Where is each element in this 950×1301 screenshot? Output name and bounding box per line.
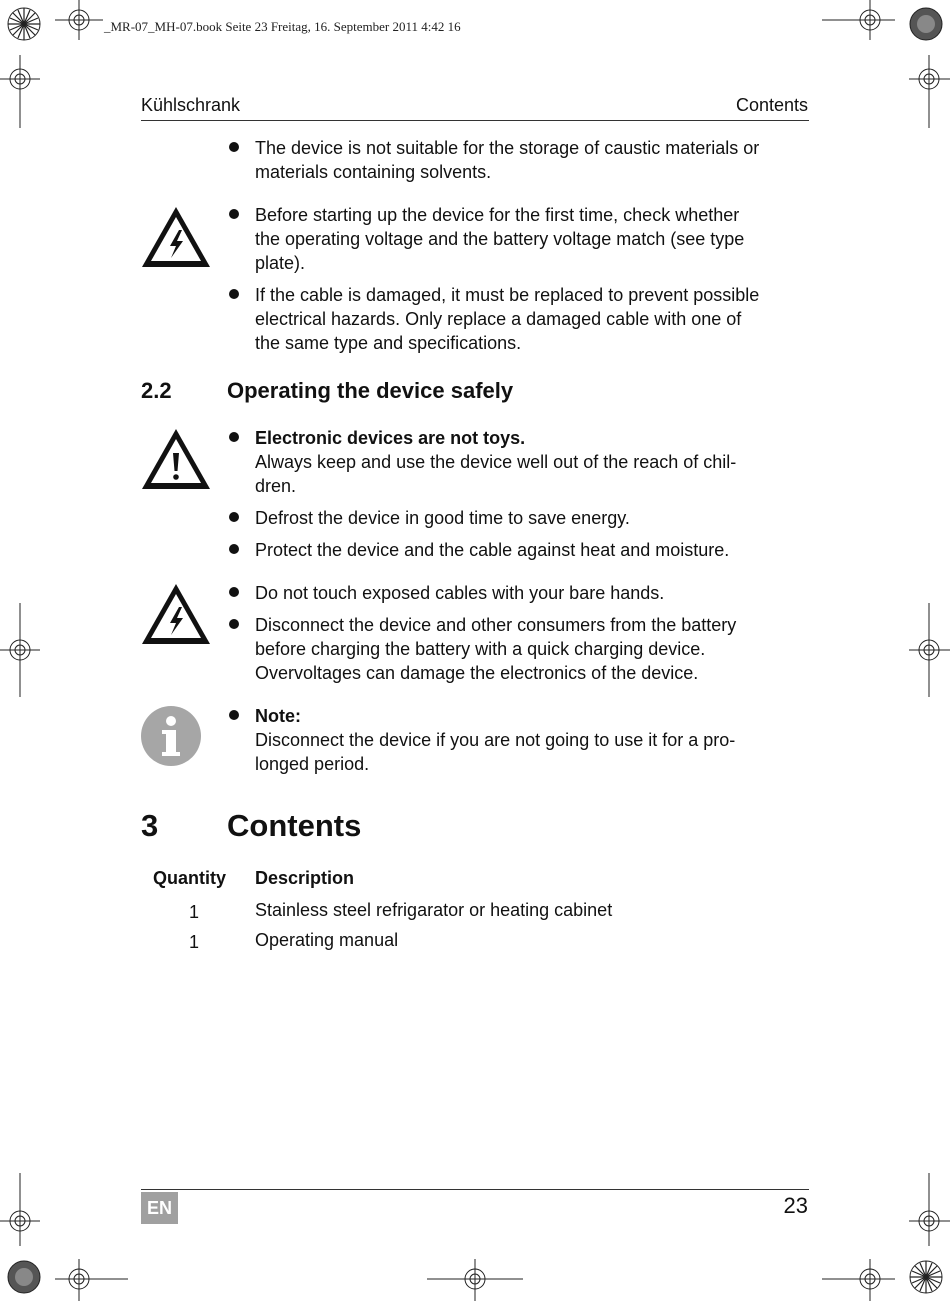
bullet (229, 544, 239, 554)
text-line: Always keep and use the device well out of the reach of chil- (255, 452, 737, 472)
bullet (229, 432, 239, 442)
text-line: The device is not suitable for the storage of caustic materials or (255, 138, 760, 158)
bullet (229, 209, 239, 219)
section-title: Operating the device safely (227, 378, 514, 403)
registration-mark (909, 603, 950, 697)
list-item (255, 704, 815, 776)
table-cell-description: Operating manual (255, 930, 399, 950)
list-item: Do not touch exposed cables with your bare hands. (255, 583, 665, 603)
list-item (255, 203, 815, 275)
corner-target-top-right (910, 8, 942, 40)
registration-mark (822, 1259, 895, 1301)
section-number: 2.2 (141, 378, 172, 403)
list-item (255, 613, 815, 685)
text-line: Overvoltages can damage the electronics of the device. (255, 663, 699, 683)
registration-mark (0, 1173, 40, 1246)
registration-mark (0, 55, 40, 128)
emphasis-text: Note: (255, 706, 301, 726)
registration-mark (427, 1259, 523, 1301)
text-line: the same type and specifications. (255, 333, 522, 353)
text-line: If the cable is damaged, it must be replaced to prevent possible (255, 285, 760, 305)
electrical-warning-icon (140, 205, 212, 269)
chapter-title: Contents (227, 808, 362, 843)
table-header-description: Description (255, 868, 355, 888)
emphasis-text: Electronic devices are not toys. (255, 428, 526, 448)
info-icon (141, 706, 203, 768)
bullet (229, 289, 239, 299)
caution-warning-icon (140, 427, 212, 491)
header-rule (141, 120, 809, 121)
bullet (229, 142, 239, 152)
text-line: before charging the battery with a quick charging device. (255, 639, 706, 659)
list-item (255, 426, 815, 498)
registration-mark (55, 1259, 128, 1301)
footer-rule (141, 1189, 809, 1190)
text-line: the operating voltage and the battery voltage match (see type (255, 229, 745, 249)
electrical-warning-icon (140, 582, 212, 646)
running-header-left: Kühlschrank (141, 95, 241, 115)
registration-mark (55, 0, 103, 40)
text-line: Before starting up the device for the first time, check whether (255, 205, 740, 225)
table-header-quantity: Quantity (153, 868, 227, 888)
list-item (255, 283, 815, 355)
registration-mark (822, 0, 895, 40)
registration-mark (909, 1173, 950, 1246)
table-cell-description: Stainless steel refrigarator or heating cabinet (255, 900, 613, 920)
registration-mark (0, 603, 40, 697)
registration-mark (909, 55, 950, 128)
corner-target-bottom-left (8, 1261, 40, 1293)
bullet (229, 512, 239, 522)
list-item (255, 136, 815, 184)
table-cell-qty: 1 (189, 932, 200, 952)
table-cell-qty: 1 (189, 902, 200, 922)
text-line: plate). (255, 253, 306, 273)
chapter-number: 3 (141, 808, 159, 843)
text-line: longed period. (255, 754, 370, 774)
language-badge: EN (141, 1192, 178, 1224)
bullet (229, 587, 239, 597)
list-item: Protect the device and the cable against heat and moisture. (255, 540, 730, 560)
bullet (229, 619, 239, 629)
text-line: materials containing solvents. (255, 162, 492, 182)
corner-target-bottom-right (910, 1261, 942, 1293)
page-number: 23 (783, 1193, 808, 1218)
text-line: electrical hazards. Only replace a damaged cable with one of (255, 309, 742, 329)
text-line: Disconnect the device and other consumers from the battery (255, 615, 737, 635)
list-item: Defrost the device in good time to save energy. (255, 508, 630, 528)
text-line: Disconnect the device if you are not going to use it for a pro- (255, 730, 736, 750)
print-slug: _MR-07_MH-07.book Seite 23 Freitag, 16. September 2011 4:42 16 (104, 19, 461, 34)
running-header-right: Contents (735, 95, 808, 115)
corner-target-top-left (8, 8, 40, 40)
bullet (229, 710, 239, 720)
text-line: dren. (255, 476, 297, 496)
